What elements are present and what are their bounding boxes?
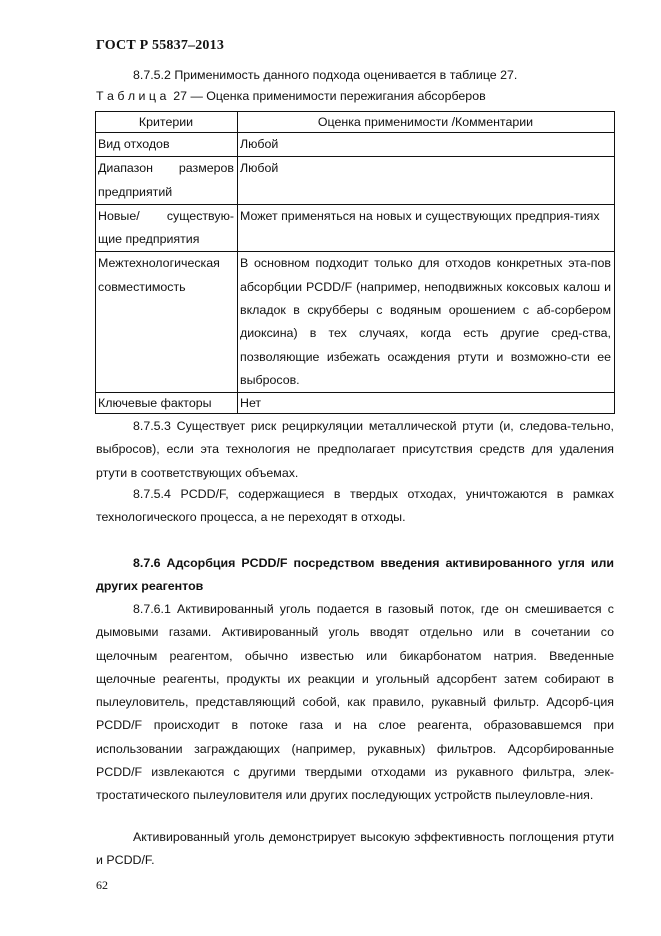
table-row: [96, 393, 615, 414]
paragraph-8-7-5-4: 8.7.5.4 PCDD/F, содержащиеся в твердых отходах, уничтожаются в рамках технологического процесса, а не переходят в отходы.: [96, 487, 614, 525]
standard-designation: ГОСТ Р 55837–2013: [96, 38, 225, 53]
table-cell-criterion: Ключевые факторы: [96, 393, 238, 414]
section-heading-8-7-6: 8.7.6 Адсорбция PCDD/F посредством введения активированного угля или других реагентов: [96, 556, 614, 594]
table-row: [96, 133, 615, 157]
paragraph-8-7-5-3: 8.7.5.3 Существует риск рециркуляции металлической ртути (и, следова-тельно, выбросов), если эта технология не предполагает присутствия средств для удаления ртути в соответствующих объемах.: [96, 419, 614, 480]
table-cell-assessment: Любой: [238, 157, 615, 205]
table-cell-criterion: Вид отходов: [96, 133, 238, 157]
table-row: [96, 252, 615, 393]
table-cell-assessment: Любой: [238, 133, 615, 157]
table-cell-criterion: Новые/ существую-щие предприятия: [96, 204, 238, 252]
table-cell-assessment: Нет: [238, 393, 615, 414]
paragraph-8-7-6-1: 8.7.6.1 Активированный уголь подается в газовый поток, где он смешивается с дымовыми газами. Активированный уголь вводят отдельно или в сочетании со щелочным реагентом, обычно известью или бикарбонатом натрия. Введенные щелочные реагенты, продукты их реакции и угольный адсорбент затем собирают в пылеуловитель, представляющий собой, как правило, рукавный фильтр. Адсорб-ция PCDD/F происходит в потоке газа и на слое реагента, образовавшемся при использовании заграждающих (например, рукавных) фильтров. Адсорбированные PCDD/F извлекаются с другими твердыми отходами из рукавного фильтра, элек-тростатического пылеуловителя или других последующих устройств пылеуловле-ния.: [96, 602, 614, 803]
table-cell-criterion: Диапазон размеров предприятий: [96, 157, 238, 205]
table-caption: Т а б л и ц а 27 — Оценка применимости пережигания абсорберов: [96, 89, 486, 103]
table-header-assessment: Оценка применимости /Комментарии: [238, 112, 615, 133]
table-header-row: [96, 112, 615, 133]
table-row: [96, 157, 615, 205]
paragraph-8-7-5-2: 8.7.5.2 Применимость данного подхода оценивается в таблице 27.: [133, 68, 518, 82]
table-cell-criterion: Межтехнологическая совместимость: [96, 252, 238, 393]
table-header-criteria: Критерии: [96, 112, 238, 133]
table-cell-assessment: В основном подходит только для отходов конкретных эта-пов абсорбции PCDD/F (например, неподвижных коксовых калош и вкладок в скрубберы с водяным орошением с аб-сорбером диоксина) в тех случаях, когда есть другие сред-ства, позволяющие избежать осаждения ртути и возможно-сти ее выбросов.: [238, 252, 615, 393]
applicability-table: [95, 111, 615, 414]
page-number: 62: [96, 878, 108, 892]
table-row: [96, 204, 615, 252]
table-cell-assessment: Может применяться на новых и существующих предприя-тиях: [238, 204, 615, 252]
paragraph-activated-carbon: Активированный уголь демонстрирует высокую эффективность поглощения ртути и PCDD/F.: [96, 830, 614, 868]
